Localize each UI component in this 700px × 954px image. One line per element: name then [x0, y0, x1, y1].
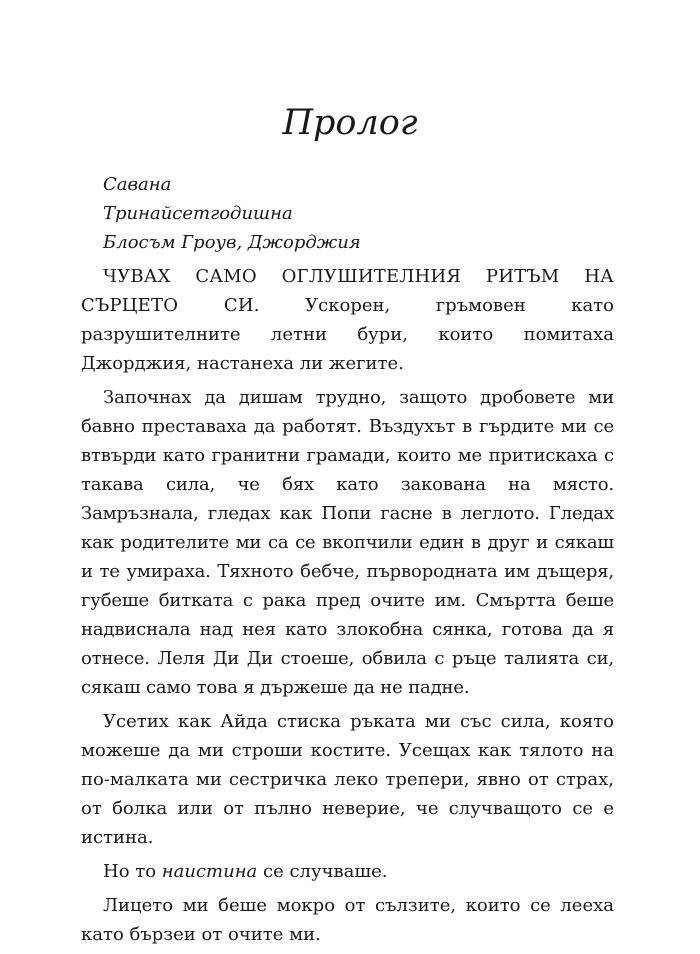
chapter-body: [81, 262, 614, 954]
paragraph-1: [81, 262, 614, 378]
paragraph-1-rest: Ускорен, гръмовен като разрушителните летни бури, които помитаха Джорджия, настанеха ли жегите.: [81, 295, 614, 374]
opening-caps: ЧУВАХ САМО ОГЛУШИТЕЛНИЯ РИТЪМ НА СЪРЦЕТО СИ.: [81, 266, 614, 316]
narrator-name: Савана: [103, 174, 172, 195]
paragraph-2: Започнах да дишам трудно, защото дробовете ми бавно преставаха да работят. Въздухът в гърдите ми се втвърди като гранитни грамади, които ме притискаха с такава сила, че бях като закована на място. Замръзнала, гледах как Попи гасне в леглото. Гледах как родителите ми са се вкопчили един в друг и сякаш и те умираха. Тяхното бебче, първородната им дъщеря, губеше битката с рака пред очите им. Смъртта беше надвиснала над нея като злокобна сянка, готова да я отнесе. Леля Ди Ди стоеше, обвила с ръце талията си, сякаш само това я държеше да не падне.: [81, 387, 614, 698]
chapter-title: Пролог: [282, 103, 418, 143]
paragraph-4-start: Но то: [103, 861, 162, 882]
paragraph-3: Усетих как Айда стиска ръката ми със сила, която можеше да ми строши костите. Усещах как тялото на по-малката ми сестричка леко трепери, явно от страх, от болка или от пълно неверие, че случващото се е истина.: [81, 711, 614, 848]
setting-place: Блосъм Гроув, Джорджия: [103, 232, 361, 253]
narrator-age: Тринайсетгодишна: [103, 203, 293, 224]
chapter-header: [103, 170, 361, 257]
paragraph-4: [81, 857, 614, 886]
paragraph-4-end: се случваше.: [257, 861, 388, 882]
emphasized-word: наистина: [161, 861, 258, 882]
paragraph-5: Лицето ми беше мокро от сълзите, които се лееха като бързеи от очите ми.: [81, 895, 614, 945]
